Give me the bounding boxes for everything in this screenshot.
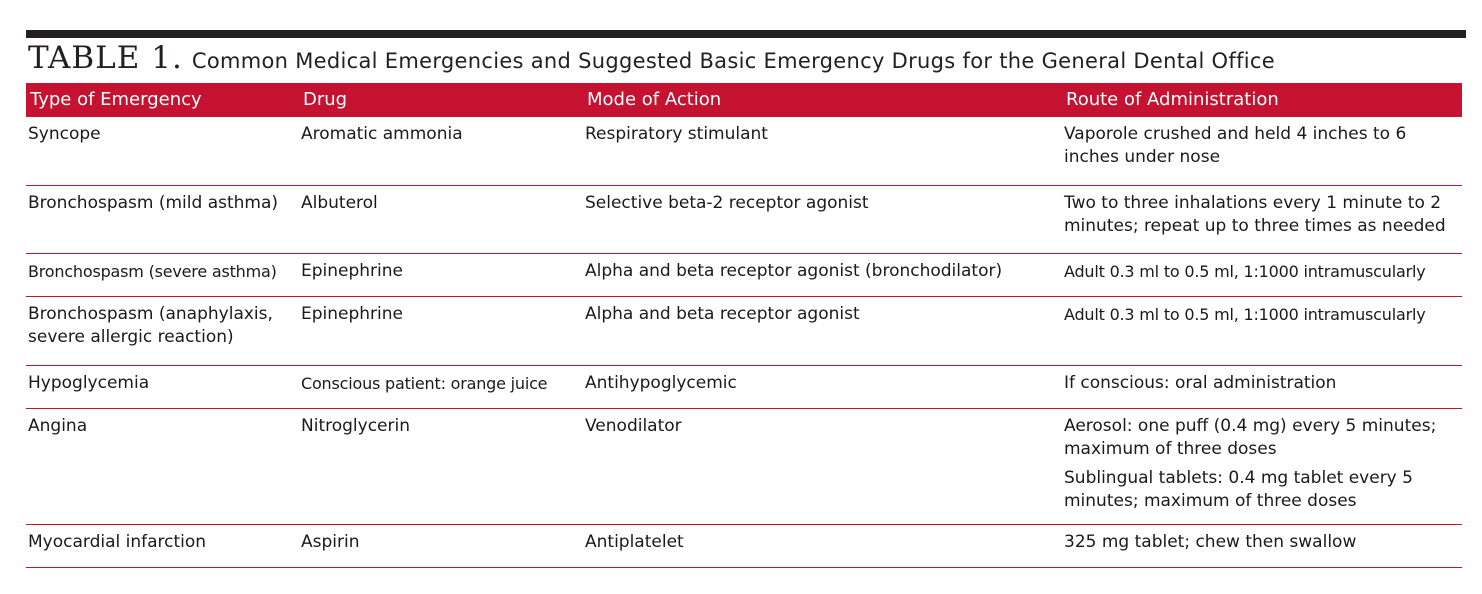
route-text: Adult 0.3 ml to 0.5 ml, 1:1000 intramuscularly: [1064, 304, 1426, 324]
header-drug: Drug: [303, 89, 348, 110]
route-text: Two to three inhalations every 1 minute to 2 minutes; repeat up to three times as needed: [1064, 192, 1446, 236]
table-header-row: [26, 83, 1462, 117]
cell-route: [1062, 253, 1462, 296]
route-text-sublingual: Sublingual tablets: 0.4 mg tablet every 5 minutes; maximum of three doses: [1064, 467, 1413, 511]
cell-emergency: Hypoglycemia: [26, 365, 299, 408]
cell-emergency: Myocardial infarction: [26, 524, 299, 567]
cell-action: Alpha and beta receptor agonist: [583, 296, 1062, 365]
table-row: [26, 365, 1462, 408]
cell-action: Respiratory stimulant: [583, 117, 1062, 185]
cell-emergency: Bronchospasm (severe asthma): [26, 253, 299, 296]
cell-route: [1062, 408, 1462, 524]
cell-drug: Albuterol: [299, 185, 583, 253]
table-row: [26, 408, 1462, 524]
cell-route: [1062, 117, 1462, 185]
cell-action: Venodilator: [583, 408, 1062, 524]
cell-action: Antihypoglycemic: [583, 365, 1062, 408]
cell-action: Alpha and beta receptor agonist (bronchodilator): [583, 253, 1062, 296]
cell-drug: Aspirin: [299, 524, 583, 567]
cell-emergency: Bronchospasm (anaphylaxis, severe allergic reaction): [26, 296, 299, 365]
cell-drug: Aromatic ammonia: [299, 117, 583, 185]
cell-route: [1062, 365, 1462, 408]
table-row: [26, 117, 1462, 185]
cell-route: [1062, 185, 1462, 253]
table-row: [26, 296, 1462, 365]
cell-route: [1062, 296, 1462, 365]
cell-drug: Epinephrine: [299, 253, 583, 296]
table-row: [26, 253, 1462, 296]
cell-route: [1062, 524, 1462, 567]
table-caption: [28, 40, 1468, 80]
top-rule: [26, 30, 1466, 38]
cell-emergency: Syncope: [26, 117, 299, 185]
cell-drug: Nitroglycerin: [299, 408, 583, 524]
table-row: [26, 524, 1462, 567]
route-text: If conscious: oral administration: [1064, 372, 1337, 393]
header-type-of-emergency: Type of Emergency: [30, 89, 202, 110]
cell-emergency: Bronchospasm (mild asthma): [26, 185, 299, 253]
table-title: Common Medical Emergencies and Suggested Basic Emergency Drugs for the General Dental Office: [191, 49, 1275, 73]
cell-action: Antiplatelet: [583, 524, 1062, 567]
cell-action: Selective beta-2 receptor agonist: [583, 185, 1062, 253]
emergency-drugs-table: [26, 83, 1462, 568]
cell-emergency: Angina: [26, 408, 299, 524]
route-text: 325 mg tablet; chew then swallow: [1064, 531, 1357, 552]
route-text: Adult 0.3 ml to 0.5 ml, 1:1000 intramuscularly: [1064, 261, 1426, 281]
header-mode-of-action: Mode of Action: [587, 89, 722, 110]
route-text: Vaporole crushed and held 4 inches to 6 inches under nose: [1064, 124, 1407, 167]
table-number: TABLE 1.: [28, 40, 183, 76]
cell-drug: Epinephrine: [299, 296, 583, 365]
header-route-of-administration: Route of Administration: [1066, 89, 1279, 110]
table-row: [26, 185, 1462, 253]
cell-drug: Conscious patient: orange juice: [299, 365, 583, 408]
route-text-aerosol: Aerosol: one puff (0.4 mg) every 5 minutes; maximum of three doses: [1064, 415, 1437, 459]
